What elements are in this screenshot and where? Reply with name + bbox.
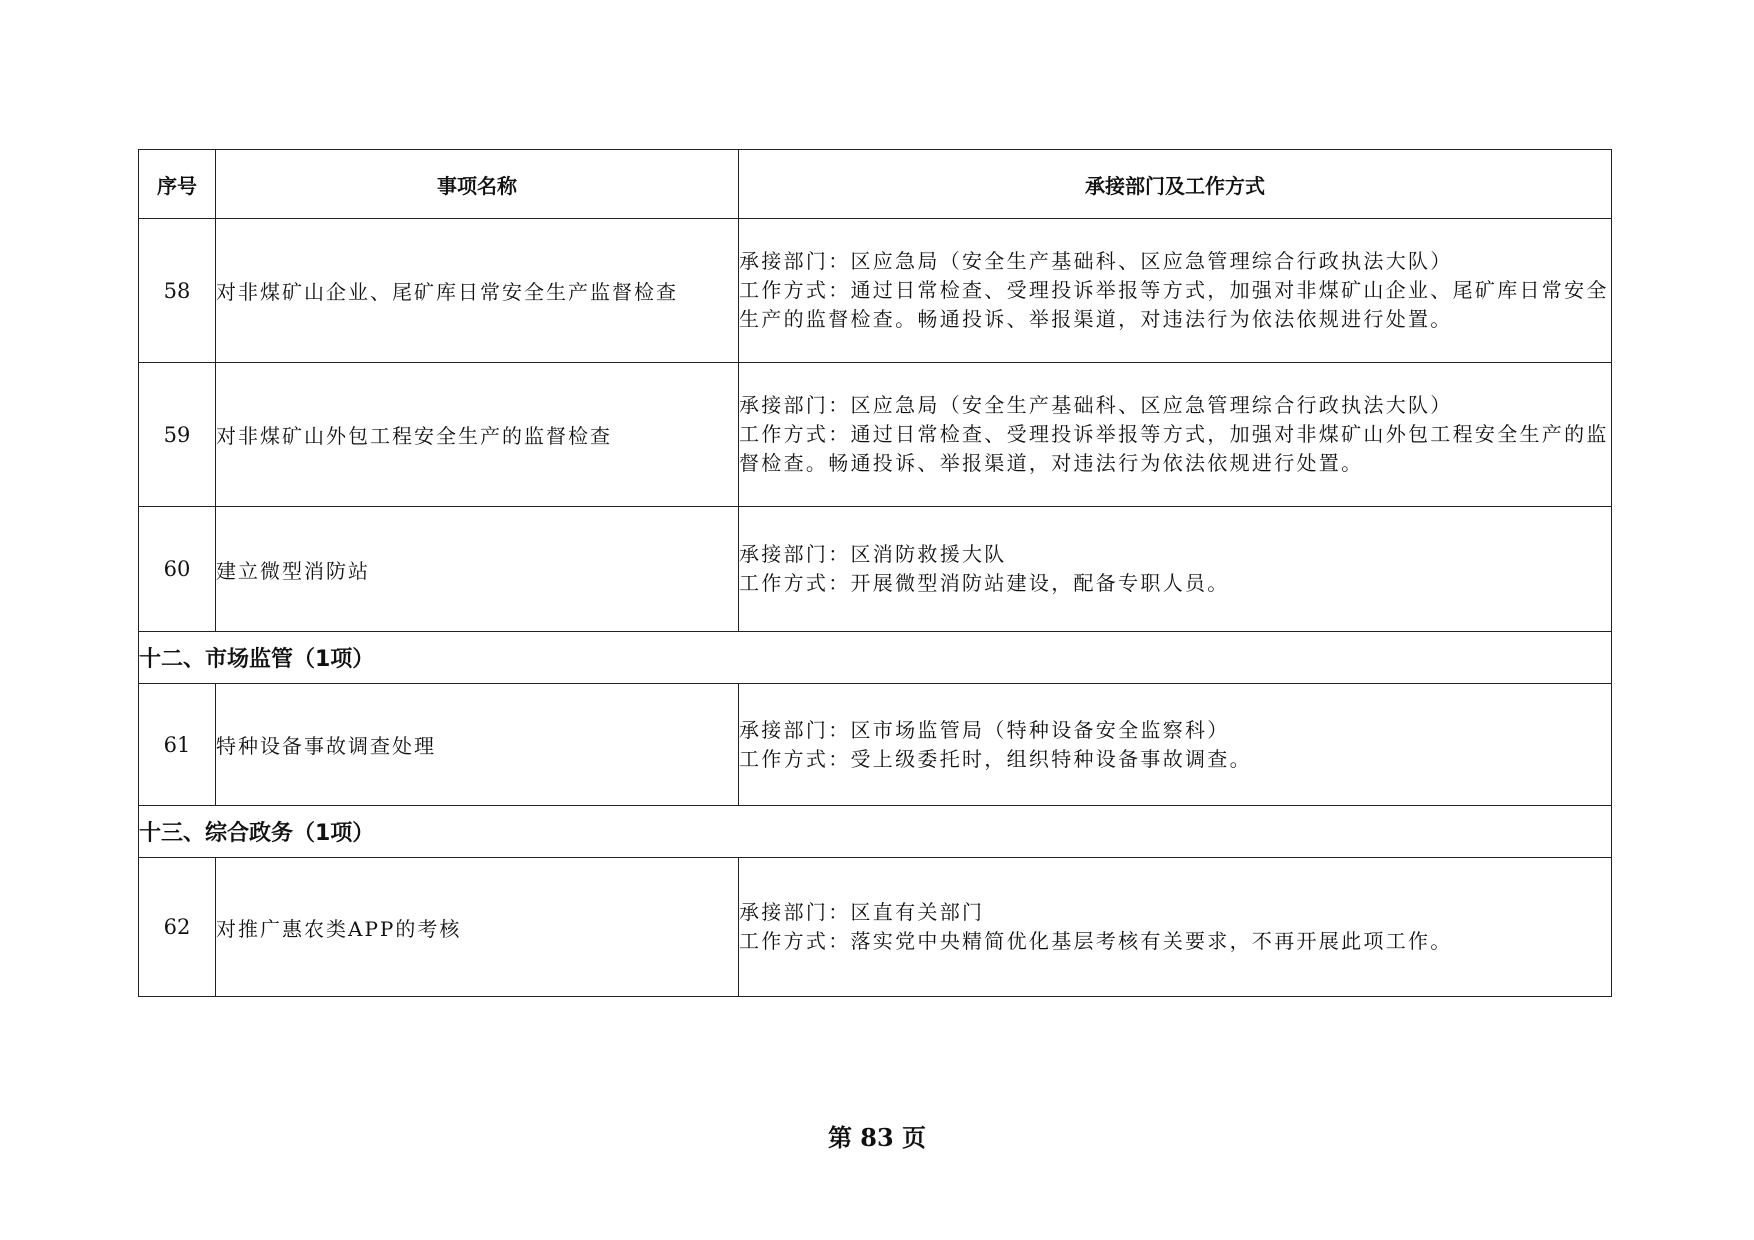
dept-line: 承接部门：区消防救援大队 bbox=[739, 542, 1007, 566]
method-line: 工作方式：通过日常检查、受理投诉举报等方式，加强对非煤矿山外包工程安全生产的监 bbox=[739, 422, 1609, 446]
item-name: 建立微型消防站 bbox=[216, 507, 739, 632]
table-row bbox=[139, 219, 1612, 363]
section-heading: 十二、市场监管（1项） bbox=[139, 632, 1612, 684]
row-number: 61 bbox=[139, 684, 216, 806]
method-line: 工作方式：通过日常检查、受理投诉举报等方式，加强对非煤矿山企业、尾矿库日常安全 bbox=[739, 278, 1609, 302]
table-row bbox=[139, 363, 1612, 507]
section-heading: 十三、综合政务（1项） bbox=[139, 806, 1612, 858]
row-number: 60 bbox=[139, 507, 216, 632]
header-method: 承接部门及工作方式 bbox=[739, 150, 1612, 219]
method-line: 工作方式：开展微型消防站建设，配备专职人员。 bbox=[739, 571, 1230, 595]
dept-method bbox=[739, 363, 1612, 507]
dept-method bbox=[739, 858, 1612, 997]
dept-line: 承接部门：区应急局（安全生产基础科、区应急管理综合行政执法大队） bbox=[739, 393, 1453, 417]
section-row bbox=[139, 632, 1612, 684]
dept-line: 承接部门：区直有关部门 bbox=[739, 900, 985, 924]
dept-method bbox=[739, 219, 1612, 363]
dept-line: 承接部门：区市场监管局（特种设备安全监察科） bbox=[739, 717, 1230, 742]
method-line: 生产的监督检查。畅通投诉、举报渠道，对违法行为依法依规进行处置。 bbox=[739, 307, 1453, 331]
method-line: 工作方式：落实党中央精简优化基层考核有关要求，不再开展此项工作。 bbox=[739, 929, 1453, 953]
matters-table bbox=[138, 149, 1612, 997]
table-row bbox=[139, 858, 1612, 997]
row-number: 62 bbox=[139, 858, 216, 997]
table-header-row bbox=[139, 150, 1612, 219]
row-number: 59 bbox=[139, 363, 216, 507]
item-name: 对非煤矿山企业、尾矿库日常安全生产监督检查 bbox=[216, 219, 739, 363]
row-number: 58 bbox=[139, 219, 216, 363]
header-no: 序号 bbox=[139, 150, 216, 219]
item-name: 特种设备事故调查处理 bbox=[216, 684, 739, 806]
dept-method bbox=[739, 684, 1612, 806]
header-item: 事项名称 bbox=[216, 150, 739, 219]
table-row bbox=[139, 507, 1612, 632]
table-row bbox=[139, 684, 1612, 806]
item-name: 对推广惠农类APP的考核 bbox=[216, 858, 739, 997]
method-line: 督检查。畅通投诉、举报渠道，对违法行为依法依规进行处置。 bbox=[739, 451, 1364, 475]
dept-method bbox=[739, 507, 1612, 632]
page-number: 第 83 页 bbox=[827, 1123, 927, 1152]
section-row bbox=[139, 806, 1612, 858]
method-line: 工作方式：受上级委托时，组织特种设备事故调查。 bbox=[739, 746, 1252, 771]
dept-line: 承接部门：区应急局（安全生产基础科、区应急管理综合行政执法大队） bbox=[739, 249, 1453, 273]
item-name: 对非煤矿山外包工程安全生产的监督检查 bbox=[216, 363, 739, 507]
